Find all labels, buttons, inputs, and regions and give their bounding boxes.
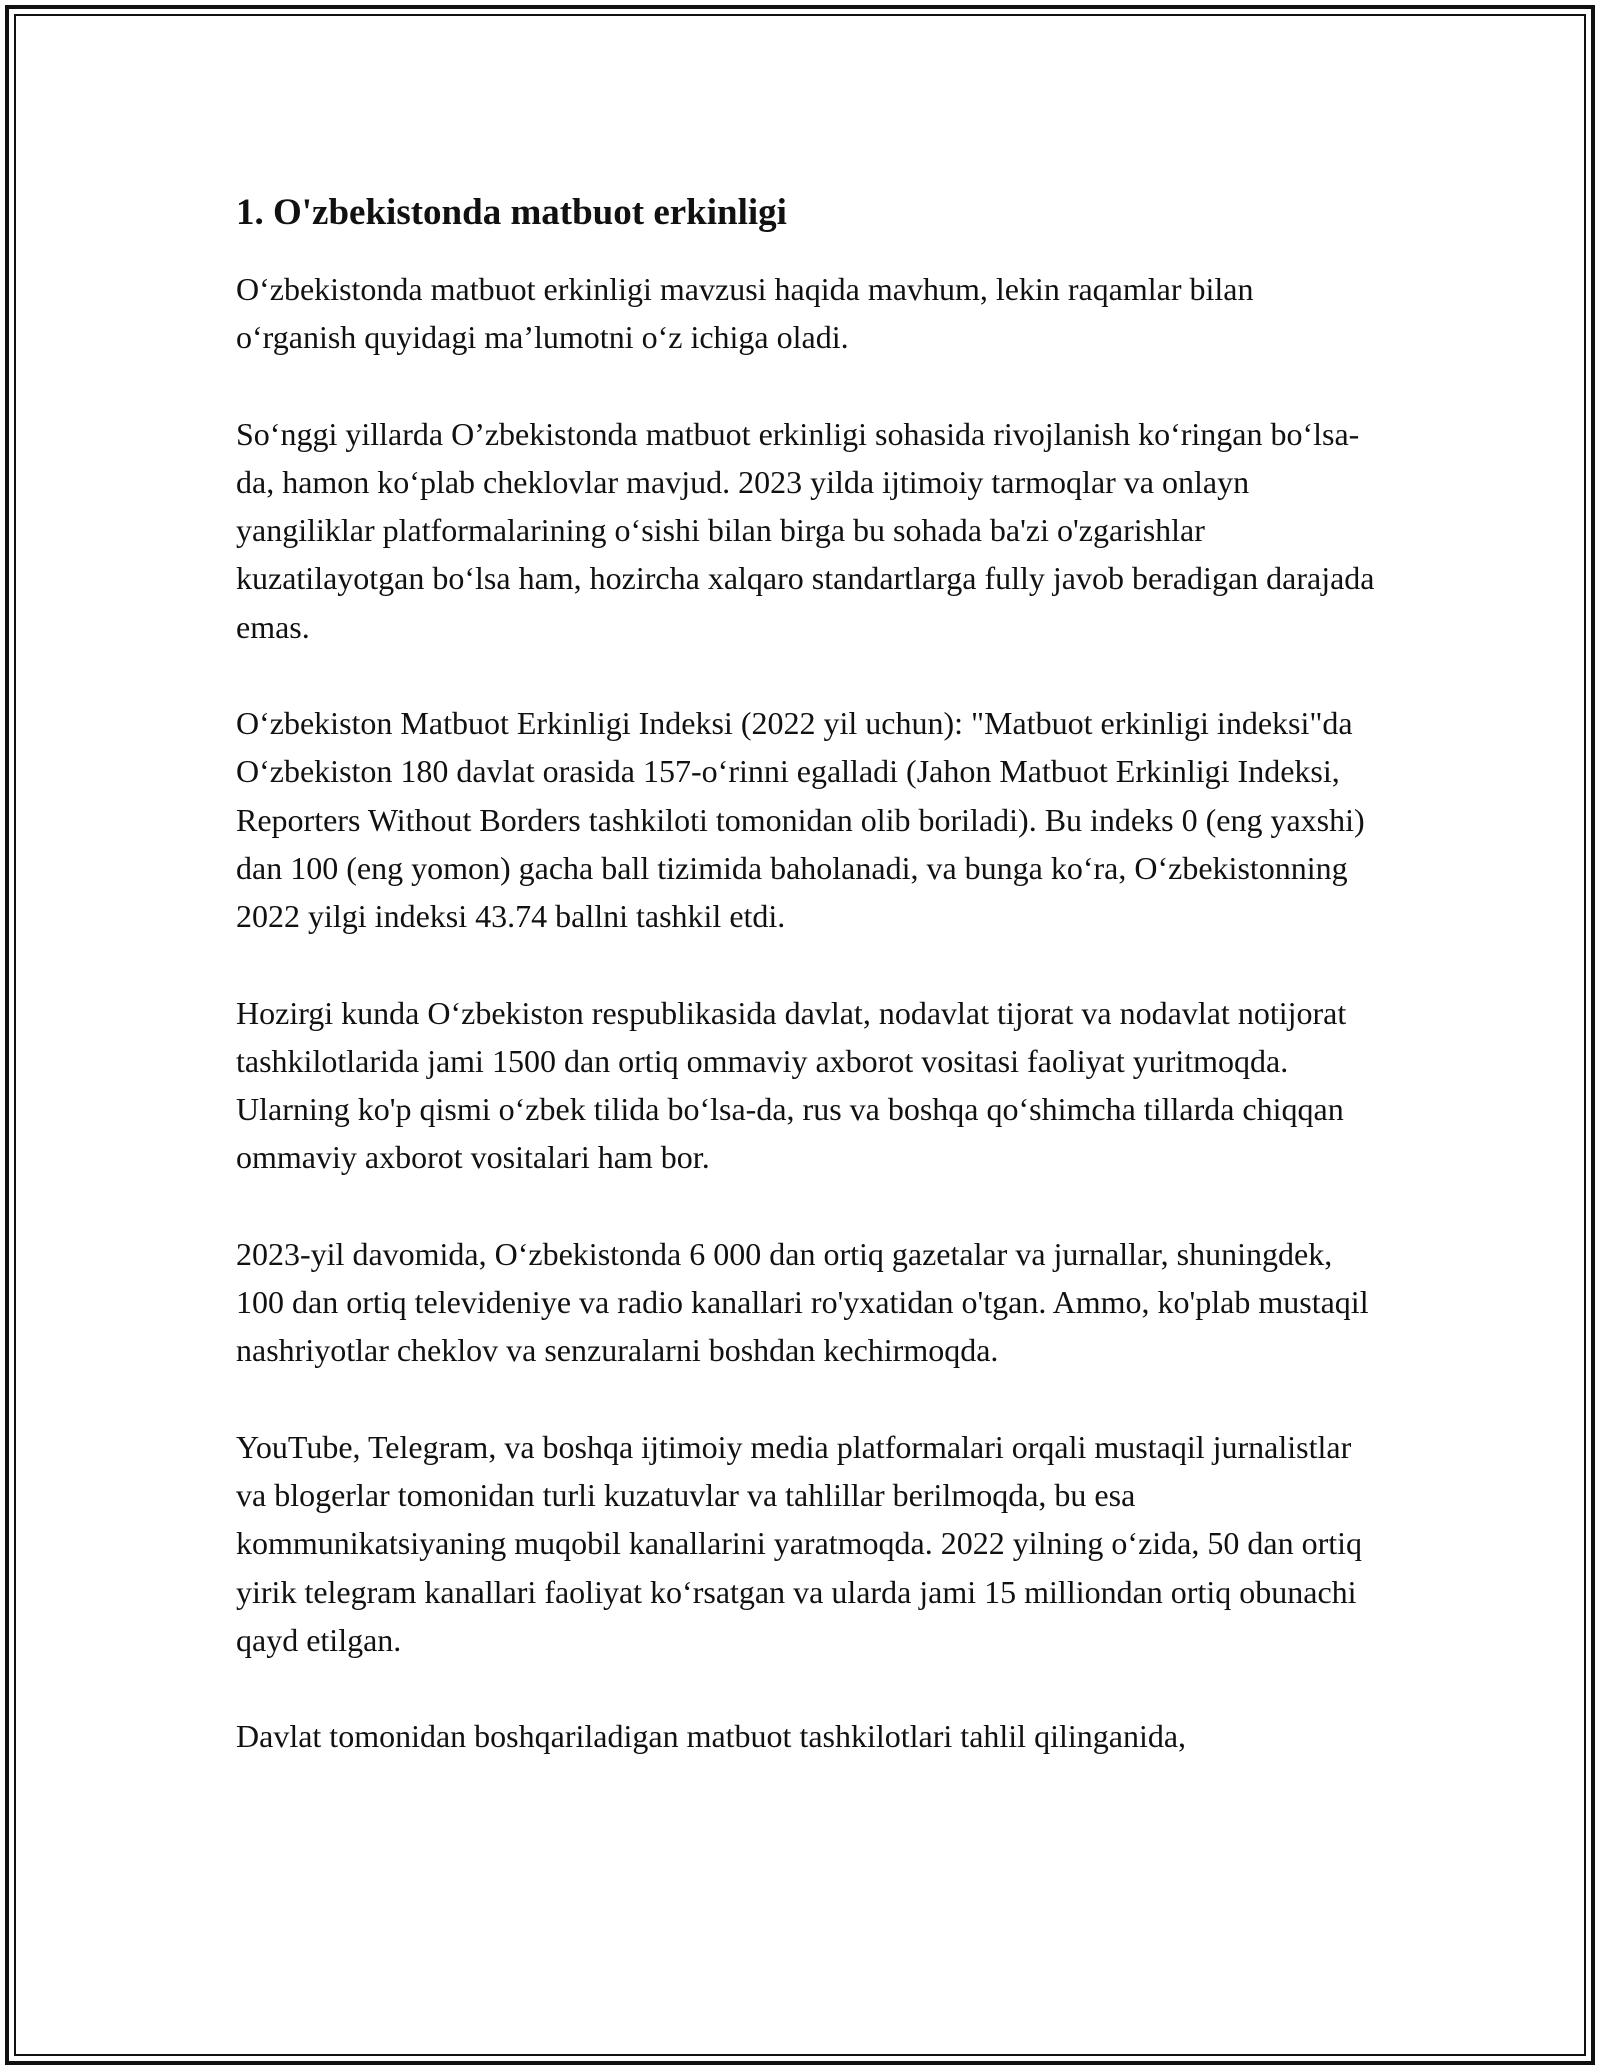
document-body [236, 185, 1376, 1808]
document-title: 1. O'zbekistonda matbuot erkinligi [236, 192, 787, 233]
paragraph-media-outlets: Hozirgi kunda O‘zbekiston respublikasida davlat, nodavlat tijorat va nodavlat notijorat tashkilotlarida jami 1500 dan ortiq ommaviy axborot vositasi faoliyat yuritmoqda. Ularning ko'p qismi o‘zbek tilida bo‘lsa-da, rus va boshqa qo‘shimcha tillarda chiqqan ommaviy axborot vositalari ham bor. [236, 994, 1347, 1176]
paragraph-2023-registrations: 2023-yil davomida, O‘zbekistonda 6 000 dan ortiq gazetalar va jurnallar, shuningdek, 100 dan ortiq televideniye va radio kanallari ro'yxatidan o'tgan. Ammo, ko'plab mustaqil nashriyotlar cheklov va senzuralarni boshdan kechirmoqda. [236, 1235, 1369, 1369]
paragraph-press-freedom-index: O‘zbekiston Matbuot Erkinligi Indeksi (2022 yil uchun): "Matbuot erkinligi indeksi"da O‘zbekiston 180 davlat orasida 157-o‘rinni egalladi (Jahon Matbuot Erkinligi Indeksi, Reporters Without Borders tashkiloti tomonidan olib boriladi). Bu indeks 0 (eng yaxshi) dan 100 (eng yomon) gacha ball tizimida baholanadi, va bunga ko‘ra, O‘zbekistonning 2022 yilgi indeksi 43.74 ballni tashkil etdi. [236, 705, 1365, 935]
paragraph-recent-years: So‘nggi yillarda O’zbekistonda matbuot erkinligi sohasida rivojlanish ko‘ringan bo‘lsa-da, hamon ko‘plab cheklovlar mavjud. 2023 yilda ijtimoiy tarmoqlar va onlayn yangiliklar platformalarining o‘sishi bilan birga bu sohada ba'zi o'zgarishlar kuzatilayotgan bo‘lsa ham, hozircha xalqaro standartlarga fully javob beradigan darajada emas. [236, 415, 1375, 645]
paragraph-social-media: YouTube, Telegram, va boshqa ijtimoiy media platformalari orqali mustaqil jurnalistlar va blogerlar tomonidan turli kuzatuvlar va tahlillar berilmoqda, bu esa kommunikatsiyaning muqobil kanallarini yaratmoqda. 2022 yilning o‘zida, 50 dan ortiq yirik telegram kanallari faoliyat ko‘rsatgan va ularda jami 15 milliondan ortiq obunachi qayd etilgan. [236, 1428, 1363, 1658]
paragraph-intro: O‘zbekistonda matbuot erkinligi mavzusi haqida mavhum, lekin raqamlar bilan o‘rganish quyidagi ma’lumotni o‘z ichiga oladi. [236, 271, 1254, 356]
paragraph-state-press: Davlat tomonidan boshqariladigan matbuot tashkilotlari tahlil qilinganida, [236, 1718, 1187, 1755]
